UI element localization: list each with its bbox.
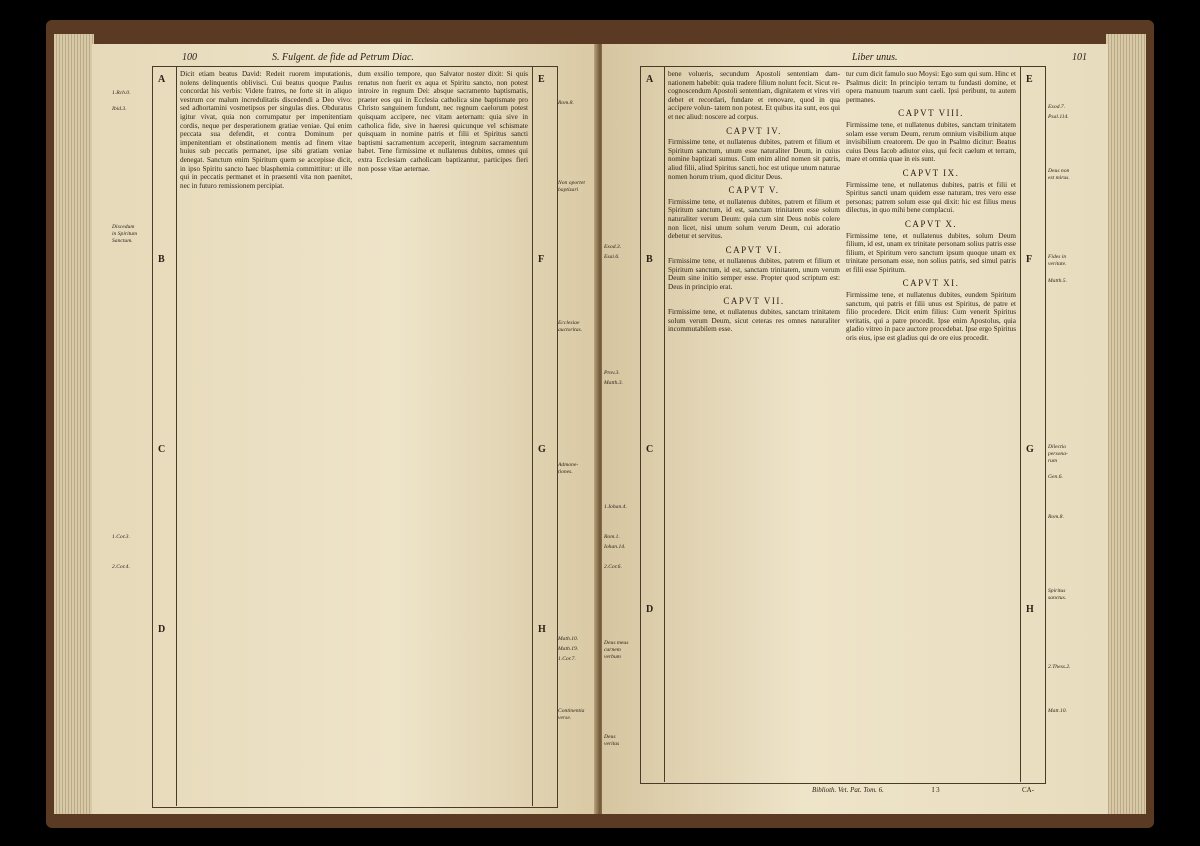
section-letter: G xyxy=(538,444,546,455)
page-edges-right xyxy=(1106,34,1146,814)
margin-note: Math.19. xyxy=(558,646,579,652)
section-letter: D xyxy=(158,624,166,635)
section-letter: C xyxy=(646,444,654,455)
chapter-5 xyxy=(668,186,840,241)
margin-note: Matt.10. xyxy=(1048,708,1067,714)
section-letter: H xyxy=(538,624,546,635)
section-letter: F xyxy=(538,254,545,265)
margin-note: Deus non est mirus. xyxy=(1048,168,1070,181)
margin-note: Admone- tiones. xyxy=(558,462,579,475)
margin-note: 1.Cor.7. xyxy=(558,656,576,662)
chapter-heading: CAPVT IV. xyxy=(726,125,782,136)
margin-note: Esai.6. xyxy=(604,254,620,260)
right-column-1 xyxy=(668,70,840,778)
chapter-4 xyxy=(668,127,840,182)
margin-note: Deus veritas xyxy=(604,734,620,747)
chapter-6 xyxy=(668,246,840,292)
margin-note: 2.Cor.6. xyxy=(604,564,622,570)
margin-note: Continentia verse. xyxy=(558,708,585,721)
chapter-heading: CAPVT XI. xyxy=(902,278,960,289)
margin-note: 2.Thess.2. xyxy=(1048,664,1071,670)
margin-note: Psal.114. xyxy=(1048,114,1069,120)
right-page-number: 101 xyxy=(1072,52,1087,63)
body-text: Dicit etiam beatus David: Redeit ruorem imputationis, nolens delinquentis oblivisci. Cui beatus quoque Paulus concordat his verbis: Videte fratres, ne forte sit in aliquo vestrum cor malum incredulitatis discedendi a Deo vivo: sed adhortamini vosmetipsos per singulas dies. Obduratus igitur vivat, quia non corrumpatur per impenitentiam cordis, neque per desperationem gratiae veniae. Qui enim peccata sua defendit, et contra Dominum per impenitentiam et obstinationem mentis ad finem vitae huius sub peccatis permanet, ipse sibi gratiam veniae denegat. Sanctum enim Spiritum quem se accepisse dicit, in ipso Spiritu sancto haec blasphemia committitur: ut ille qui in peccatis permanet et in praesenti vita non paenitet, nec in futuro remissionem percipiat. xyxy=(180,70,352,190)
chapter-heading: CAPVT VIII. xyxy=(898,108,964,119)
right-column-2 xyxy=(846,70,1016,778)
open-book xyxy=(46,20,1154,828)
margin-note: Exod.7. xyxy=(1048,104,1066,110)
right-inner-margin-notes xyxy=(604,44,640,814)
margin-note: 1.Cor.3. xyxy=(112,534,130,540)
section-letter: A xyxy=(646,74,654,85)
section-letter: F xyxy=(1026,254,1033,265)
margin-note: Dilectio persona- rum xyxy=(1048,444,1068,464)
chapter-text: Firmissime tene, et nullatenus dubites, solum Deum filium, id est, unam ex trinitate personam solius patris esse filium, et Spiritum vero sanctum ipsum quoque unam ex trinitate personam esse, non solius patris, sed simul patris et filii esse Spiritum. xyxy=(846,231,1016,274)
chapter-9 xyxy=(846,169,1016,215)
chapter-10 xyxy=(846,220,1016,275)
section-letter: A xyxy=(158,74,166,85)
margin-note: Fides in veritate. xyxy=(1048,254,1067,267)
chapter-text: Firmissime tene, et nullatenus dubites, patrem et filium et Spiritum sanctum, unum esse naturaliter Deum, in cuius nomine baptizati sumus. Cum enim alind nomen sit patris, aliud filii, aliud Spiritus sancti, hoc est utique unum naturae nomen horum trium, quod dicitur Deus. xyxy=(668,138,840,181)
section-letter: E xyxy=(1026,74,1033,85)
section-letter: B xyxy=(158,254,165,265)
chapter-text: Firmissime tene, et nullatenus dubites, sanctam trinitatem solum verum Deum, sicut ceteras res omnes naturaliter incommutabilem esse. xyxy=(668,308,840,334)
chapter-11 xyxy=(846,279,1016,342)
section-letter: H xyxy=(1026,604,1034,615)
margin-note: Spiritus sanctus. xyxy=(1048,588,1067,601)
chapter-heading: CAPVT V. xyxy=(728,185,780,196)
margin-note: Matth.3. xyxy=(604,380,623,386)
margin-note: Iohan.14. xyxy=(604,544,626,550)
margin-note: Non oportet baptizari xyxy=(558,180,585,193)
chapter-text: Firmissime tene, et nullatenus dubites, patrem et filium et Spiritum sanctum, id est, sanctam trinitatem esse solum naturaliter verum Deum: quia cum sint Deus nobis colere non licet, nisi unum solum verum Deum, cui adoratio debetur et servitus. xyxy=(668,197,840,241)
chapter-heading: CAPVT VII. xyxy=(723,295,785,306)
chapter-heading: CAPVT IX. xyxy=(902,167,960,178)
margin-note: Prov.3. xyxy=(604,370,620,376)
margin-note: Deus meus carnem verbum xyxy=(604,640,629,660)
chapter-text: Firmissime tene, et nullatenus dubites, patrem et filium et Spiritum sanctum, id est, sanctam trinitatem, unum verum Deum sine initio semper esse. Propter quod scriptum est: Deus in principio erat. xyxy=(668,257,840,292)
right-page xyxy=(602,44,1108,814)
margin-note: Discedum in Spiritum Sanctum. xyxy=(112,224,138,244)
margin-note: Ibid.3. xyxy=(112,106,127,112)
margin-note: 1.Rch.0. xyxy=(112,90,131,96)
chapter-heading: CAPVT X. xyxy=(904,218,958,229)
left-outer-margin-notes xyxy=(112,44,152,814)
left-column-2 xyxy=(358,70,528,802)
margin-note: 1.Iohan.4. xyxy=(604,504,627,510)
left-page xyxy=(92,44,598,814)
section-letter: G xyxy=(1026,444,1034,455)
right-running-head: Liber unus. xyxy=(852,52,898,63)
left-running-head: S. Fulgent. de fide ad Petrum Diac. xyxy=(272,52,414,63)
section-letter: B xyxy=(646,254,653,265)
margin-note: Exod.3. xyxy=(604,244,622,250)
body-text: bene volueris, secundum Apostoli sententiam dam- nationem habebit: quia tradere filium nolunt fecit. Sicut re- cognoscendum Apostoli sententiam, dignitatem et vires viri debet et recordari, fundare et renovare, quod in qua accipere volun- tatem non potest. Et quibus ita sunt, eos qui et nec aliud: noscere ad corpus. xyxy=(668,70,840,121)
chapter-text: Firmissime tene, et nullatenus dubites, sanctam trinitatem solam esse verum Deum, rerum omnium visibilium atque invisibilium creatorem. De quo in Psalmo dicitur: Beatus cuius Deus Iacob adiutor eius, qui fecit caelum et terram, mare et omnia quae in eis sunt. xyxy=(846,120,1016,164)
section-letter: C xyxy=(158,444,166,455)
margin-note: Rom.8. xyxy=(1048,514,1064,520)
margin-note: 2.Cor.4. xyxy=(112,564,130,570)
left-inner-margin-notes xyxy=(558,44,596,814)
margin-note: Rom.8. xyxy=(558,100,574,106)
chapter-text: Firmissime tene, et nullatenus dubites, patris et filii et Spiritus sancti unam quidem esse naturam, tres vero esse personas; patrem solum esse qui dixit: hic est filius meus dilectus, in quo mihi bene complacui. xyxy=(846,180,1016,215)
section-letter: E xyxy=(538,74,545,85)
left-column-1 xyxy=(180,70,352,802)
right-outer-margin-notes xyxy=(1048,44,1104,814)
margin-note: Ecclesiae auctoritas. xyxy=(558,320,583,333)
signature-mark: I 3 xyxy=(932,786,940,794)
body-text: tur cum dicit famulo suo Moysi: Ego sum qui sum. Hinc et Psalmus dicit: In principio terram tu fundasti domine, et opera manuum tuarum sunt caeli. Ipsi peribunt, tu autem permanes. xyxy=(846,70,1016,104)
footer-title: Biblioth. Vet. Pat. Tom. 6. xyxy=(812,786,884,794)
chapter-7 xyxy=(668,297,840,334)
catchword: CA- xyxy=(1022,786,1035,794)
margin-note: Math.10. xyxy=(558,636,579,642)
left-page-number: 100 xyxy=(182,52,197,63)
margin-note: Gen.6. xyxy=(1048,474,1063,480)
chapter-heading: CAPVT VI. xyxy=(725,244,783,255)
section-letter: D xyxy=(646,604,654,615)
chapter-text: Firmissime tene, et nullatenus dubites, eundem Spiritum sanctum, qui patris et filii unus est Spiritus, de patre et filio procedere. Dicit enim filius: Cum venerit Spiritus veritatis, qui a patre procedit. Ipse enim Apostolus, quia gladio vitreo in pace auctore procedebat. Ipse ergo Spiritus oris eius, ipse est gladius qui de ore eius procedit. xyxy=(846,291,1016,343)
margin-note: Rom.1. xyxy=(604,534,620,540)
body-text: dum exsilio tempore, quo Salvator noster dixit: Si quis renatus non fuerit ex aqua et Spiritu sancto, non potest introire in regnum Dei: absque sacramento baptismatis, praeter eos qui in Ecclesia catholica sine baptismate pro Christo sanguinem fundunt, nec regnum caelorum potest quisquam accipere, nec vitam aeternam: quia sive in catholica fide, sive in haeresi quicunque vel schismate quisquam in nomine patris et filii et Spiritus sancti baptismi sacramentum acceperit, integrum sacramentum habet. Tene firmissime et nullatenus dubites, omnes qui extra Ecclesiam catholicam baptizantur, participes fieri non posse vitae aeternae. xyxy=(358,70,528,173)
page-edges-left xyxy=(54,34,94,814)
margin-note: Matth.5. xyxy=(1048,278,1067,284)
chapter-8 xyxy=(846,109,1016,164)
